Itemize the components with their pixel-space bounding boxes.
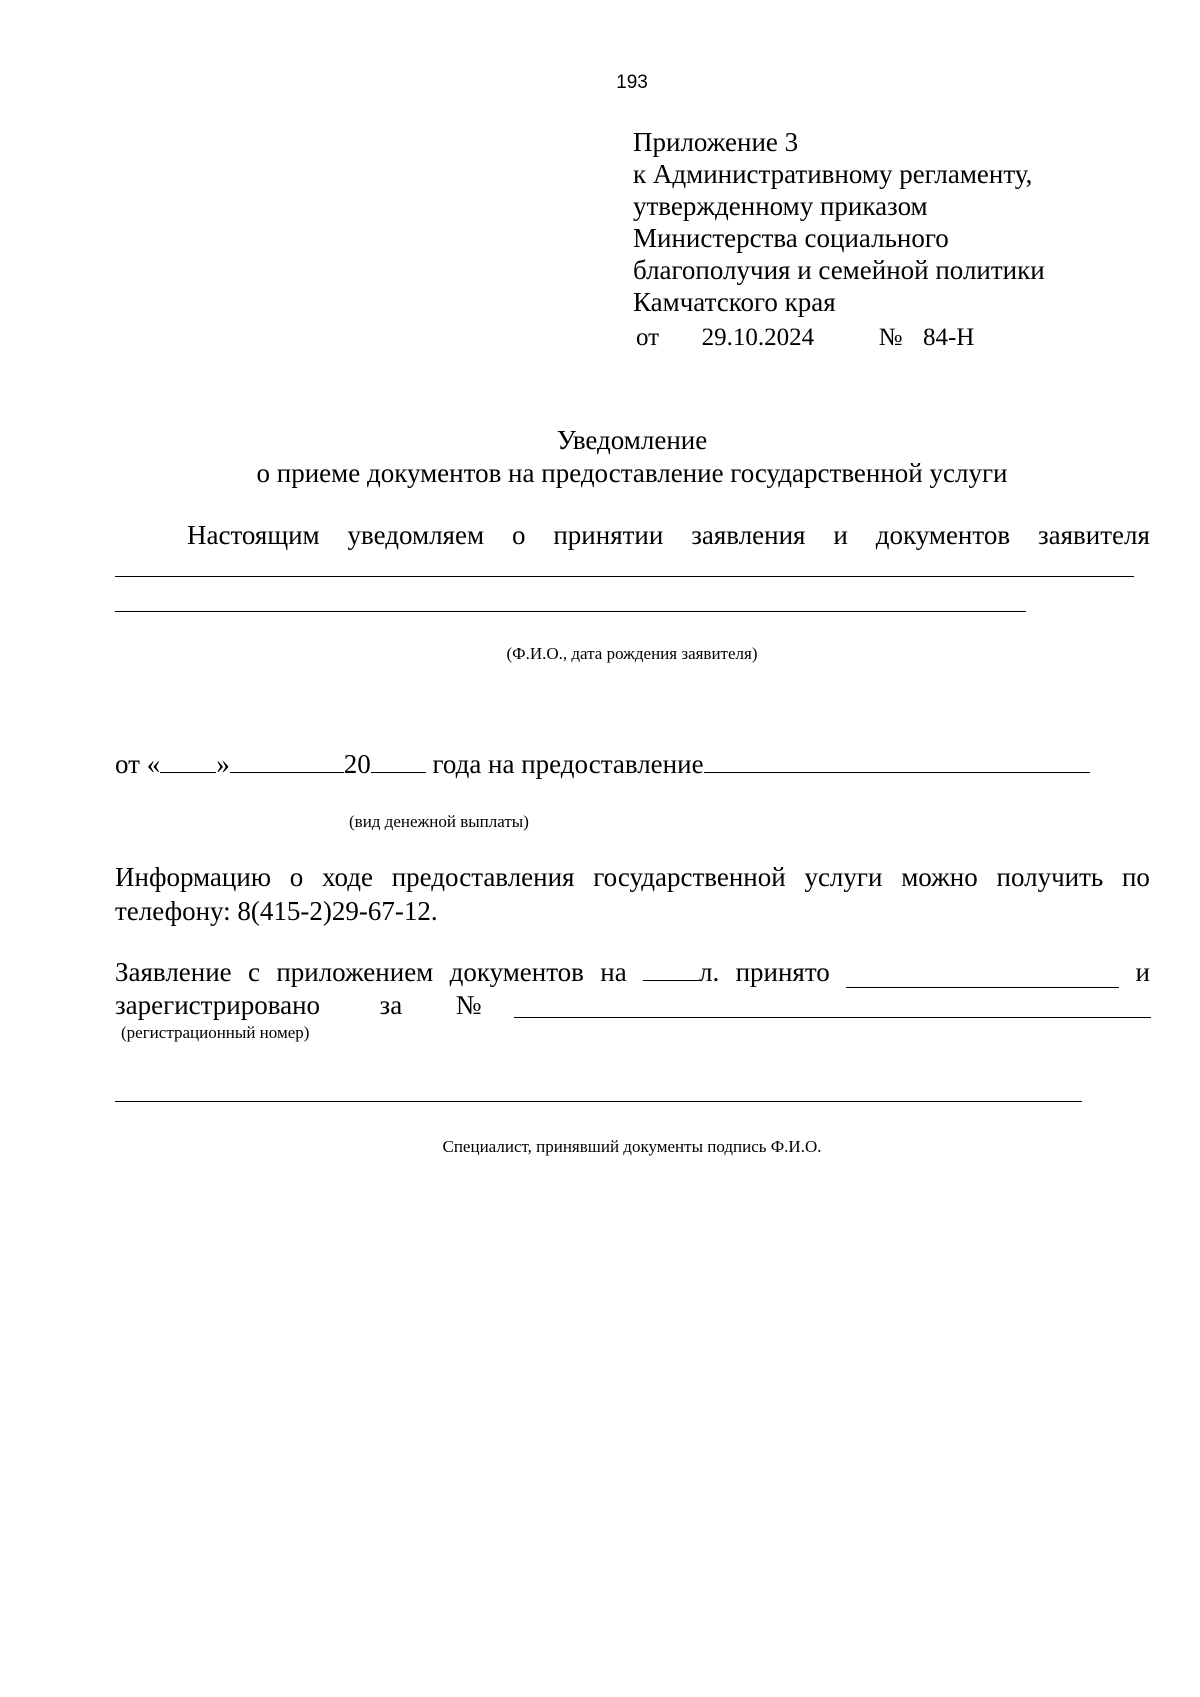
info-word: государственной [593,862,786,892]
date-prefix: от [636,324,660,351]
info-paragraph [115,860,1150,928]
appendix-line: Камчатского края [633,287,836,317]
appendix-line: к Административному регламенту, [633,159,1033,189]
info-word: ходе [322,862,373,892]
reg-word: Заявление [115,957,232,987]
reg-word: приложением [276,957,434,987]
info-word: по [1121,862,1150,892]
info-word: услуги [804,862,883,892]
intro-word: заявителя [1037,520,1150,550]
reg-word: на [600,957,627,987]
intro-word: уведомляем [347,520,485,550]
applicant-blank-line-1[interactable] [115,576,1134,577]
year-blank[interactable] [371,750,426,773]
number-sign: № [878,324,903,351]
appendix-line: Приложение 3 [633,127,799,157]
reg-word: с [248,957,260,987]
page-number: 193 [616,72,648,93]
intro-word: о [511,520,526,550]
info-word: Информацию [115,862,271,892]
from-prefix: от « [115,749,161,779]
info-word: получить [996,862,1104,892]
reg-and: и [1135,957,1150,987]
registration-number-caption: (регистрационный номер) [121,1023,310,1042]
intro-word: документов [875,520,1011,550]
intro-line [187,520,1150,551]
reg-accepted: принято [735,957,830,987]
specialist-caption: Специалист, принявший документы подпись Ф.И.О. [442,1137,822,1156]
accepted-by-blank[interactable] [846,965,1119,988]
day-blank[interactable] [160,750,216,773]
intro-word: Настоящим [187,520,320,550]
appendix-line: Министерства социального [633,223,949,253]
reg-for: за [379,990,403,1020]
from-suffix: года на предоставление [432,749,704,779]
document-title: Уведомление [556,425,708,455]
registration-line-1 [115,957,1150,988]
payment-kind-blank[interactable] [704,750,1090,773]
document-subtitle: о приеме документов на предоставление государственной услуги [256,458,1008,488]
year-prefix: 20 [343,749,371,779]
intro-word: и [833,520,848,550]
info-word: о [289,862,304,892]
info-word: можно [901,862,978,892]
order-number: 84-Н [922,324,975,351]
from-date-line [115,749,1090,780]
sheets-blank[interactable] [643,958,699,981]
sheets-suffix: л. [699,957,720,987]
payment-kind-caption: (вид денежной выплаты) [349,812,529,831]
info-word: предоставления [391,862,575,892]
registration-number-blank[interactable] [514,1017,1151,1018]
specialist-signature-blank[interactable] [115,1101,1082,1102]
reg-registered: зарегистрировано [115,990,321,1020]
reg-word: документов [449,957,584,987]
registration-line-2 [115,990,481,1021]
appendix-header [633,126,1045,318]
month-blank[interactable] [230,750,344,773]
appendix-line: утвержденному приказом [633,191,928,221]
intro-word: заявления [691,520,806,550]
appendix-line: благополучия и семейной политики [633,255,1045,285]
appendix-date-line [636,324,974,352]
intro-word: принятии [553,520,664,550]
order-date: 29.10.2024 [701,324,815,351]
reg-number-sign: № [455,990,482,1020]
applicant-blank-line-2[interactable] [115,611,1026,612]
quote-close: » [216,749,230,779]
fio-caption: (Ф.И.О., дата рождения заявителя) [506,644,758,663]
info-phone-line: телефону: 8(415-2)29-67-12. [115,896,438,926]
